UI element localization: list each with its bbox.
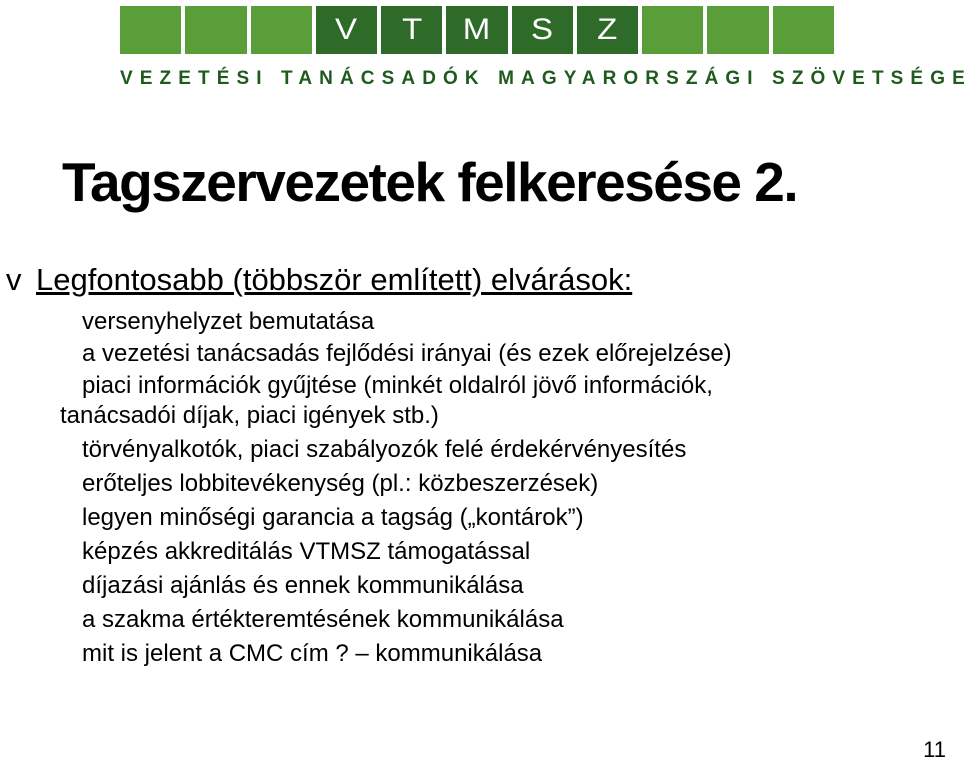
logo-letter-v: V — [316, 6, 377, 54]
list-item: a vezetési tanácsadás fejlődési irányai (és ezek előrejelzése) — [82, 340, 732, 367]
list-item: a szakma értékteremtésének kommunikálása — [82, 606, 564, 633]
logo-letter-t: T — [381, 6, 442, 54]
logo-block-right-1 — [642, 6, 703, 54]
list-item: legyen minőségi garancia a tagság („kontárok”) — [82, 504, 584, 531]
list-item: mit is jelent a CMC cím ? – kommunikálása — [82, 640, 543, 667]
bullet-marker-icon: v — [6, 262, 22, 297]
list-item: díjazási ajánlás és ennek kommunikálása — [82, 572, 524, 599]
logo-block-left-2 — [185, 6, 246, 54]
slide-title: Tagszervezetek felkeresése 2. — [62, 151, 798, 213]
list-item: tanácsadói díjak, piaci igények stb.) — [60, 402, 439, 429]
list-item: piaci információk gyűjtése (minkét oldalról jövő információk, — [82, 372, 713, 399]
list-item: képzés akkreditálás VTMSZ támogatással — [82, 538, 531, 565]
logo-block-left-3 — [251, 6, 312, 54]
list-item: törvényalkotók, piaci szabályozók felé érdekérvényesítés — [82, 436, 687, 463]
logo-block-right-2 — [707, 6, 768, 54]
bullet-heading-text: Legfontosabb (többször említett) elvárások: — [36, 262, 633, 297]
organization-name: VEZETÉSI TANÁCSADÓK MAGYARORSZÁGI SZÖVETSÉGE — [120, 68, 972, 89]
logo-bar — [120, 6, 834, 54]
list-item: versenyhelyzet bemutatása — [82, 308, 375, 335]
logo-block-right-3 — [773, 6, 834, 54]
page-number: 11 — [923, 737, 946, 762]
logo-letter-s: S — [512, 6, 573, 54]
bullet-heading — [6, 262, 632, 298]
logo-block-left-1 — [120, 6, 181, 54]
logo-letter-m: M — [446, 6, 507, 54]
logo-letter-z: Z — [577, 6, 638, 54]
list-item: erőteljes lobbitevékenység (pl.: közbeszerzések) — [82, 470, 599, 497]
